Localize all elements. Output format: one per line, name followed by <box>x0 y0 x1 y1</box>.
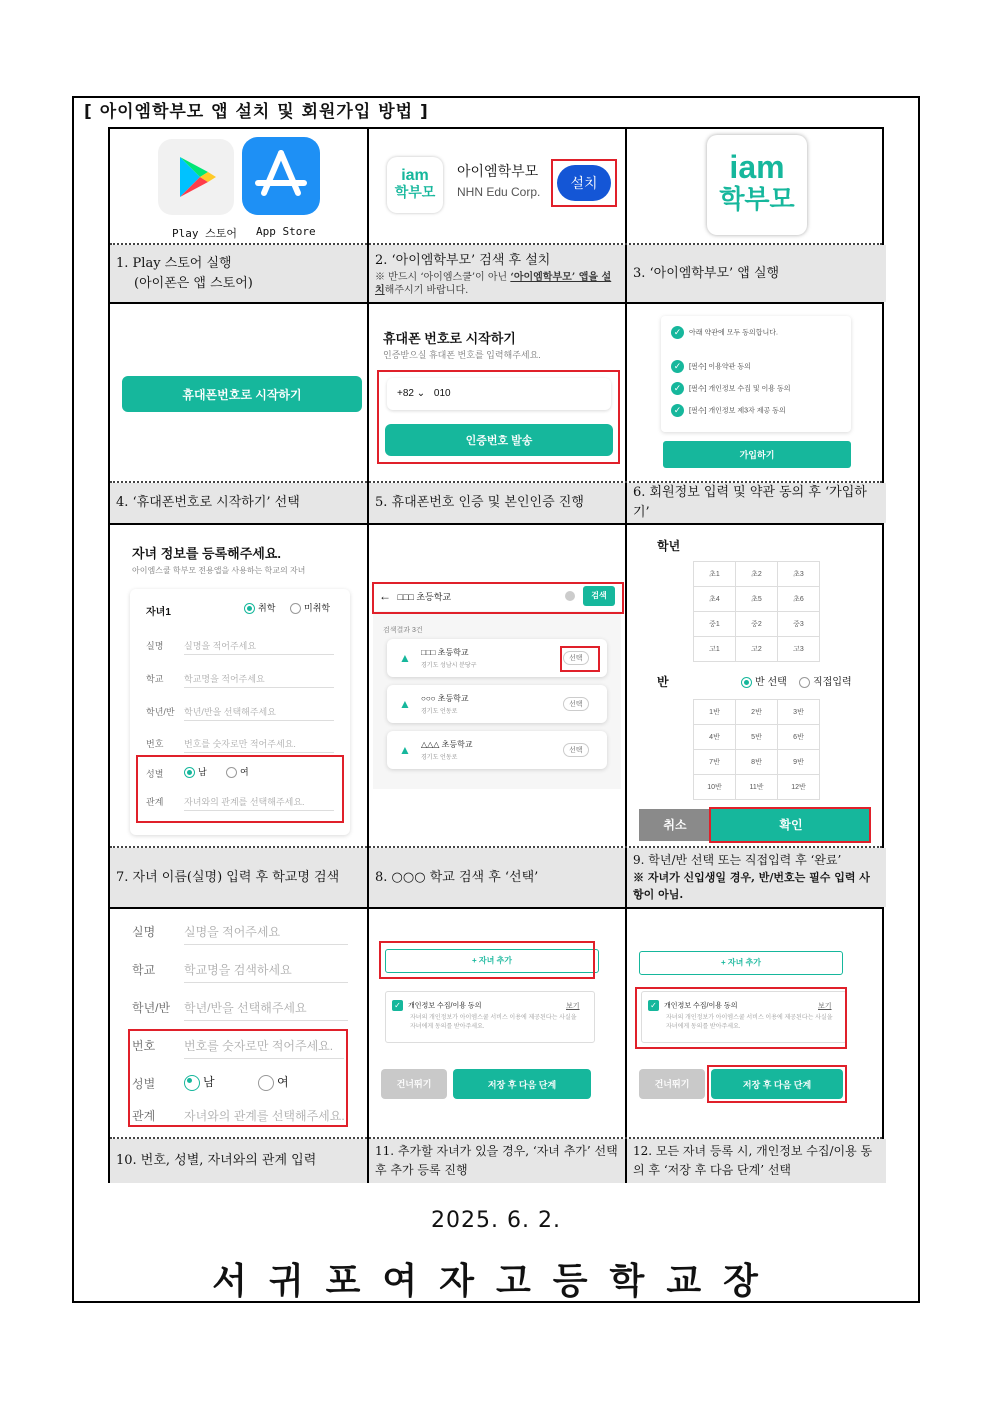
check-icon: ✓ <box>671 326 684 339</box>
steps-table <box>108 127 884 1183</box>
app-store-icon <box>242 137 320 215</box>
search-query[interactable]: □□□ 초등학교 <box>397 592 452 602</box>
save-next-button[interactable]: 저장 후 다음 단계 <box>453 1069 591 1099</box>
select-button[interactable]: 선택 <box>563 743 589 757</box>
step8-caption: 8. ○○○ 학교 검색 후 ‘선택’ <box>369 848 625 907</box>
document-title: [ 아이엠학부모 앱 설치 및 회원가입 방법 ] <box>84 102 429 122</box>
child-info-sub: 아이엠스쿨 학부모 전용앱을 사용하는 학교의 자녀 <box>132 566 306 575</box>
grade-option[interactable]: 초2 <box>736 562 778 587</box>
child-info-heading: 자녀 정보를 등록해주세요. <box>132 546 281 561</box>
relation-label: 관계 <box>132 1109 156 1123</box>
class-option[interactable]: 9반 <box>778 750 820 775</box>
select-highlight <box>560 646 600 672</box>
grade-grid <box>693 561 820 662</box>
play-store-icon <box>158 139 234 215</box>
step4-image <box>110 304 367 481</box>
phone-start-button[interactable]: 휴대폰번호로 시작하기 <box>122 376 362 412</box>
join-button[interactable]: 가입하기 <box>663 441 851 468</box>
confirm-highlight <box>709 807 871 843</box>
enrolled-radio[interactable]: 취학 <box>244 601 275 614</box>
grade-option[interactable]: 초6 <box>778 587 820 612</box>
document-date: 2025. 6. 2. <box>431 1208 561 1233</box>
female-radio[interactable]: 여 <box>258 1073 289 1091</box>
consent-highlight <box>635 987 847 1049</box>
step11-caption: 11. 추가할 자녀가 있을 경우, ‘자녀 추가’ 선택 후 추가 등록 진행 <box>369 1139 625 1183</box>
not-enrolled-radio[interactable]: 미취학 <box>290 601 330 614</box>
consent-text: 자녀의 개인정보가 아이엠스쿨 서비스 이용에 제공된다는 사실을 자녀에게 동의를 받아주세요. <box>410 1015 577 1030</box>
consent-box <box>385 991 595 1043</box>
name-input[interactable]: 실명을 적어주세요 <box>184 639 334 655</box>
phone-highlight <box>377 370 620 464</box>
install-highlight <box>551 159 617 207</box>
grade-option[interactable]: 고3 <box>778 637 820 662</box>
number-label: 번호 <box>146 739 164 749</box>
class-option[interactable]: 5반 <box>736 725 778 750</box>
school-input[interactable]: 학교명을 검색하세요 <box>184 961 348 983</box>
search-bar-highlight <box>372 582 624 614</box>
school-item[interactable]: ▲ △△△ 초등학교 경기도 언동로 선택 <box>387 731 607 769</box>
step9-caption: 9. 학년/반 선택 또는 직접입력 후 ‘완료’ ※ 자녀가 신입생일 경우, 반/번호는 필수 입력 사항이 아님. <box>627 848 886 907</box>
consent-view-link[interactable]: 보기 <box>566 1003 580 1010</box>
step12-image <box>627 909 886 1137</box>
signature: 서귀포여자고등학교장 <box>212 1261 780 1302</box>
step4-caption: 4. ‘휴대폰번호로 시작하기’ 선택 <box>110 483 367 523</box>
select-button[interactable]: 선택 <box>563 697 589 711</box>
name-label: 실명 <box>132 925 156 939</box>
app-name: 아이엠학부모 <box>457 163 539 179</box>
grade-option[interactable]: 중3 <box>778 612 820 637</box>
iam-app-logo-large: iam 학부모 <box>707 135 807 235</box>
class-option[interactable]: 8반 <box>736 750 778 775</box>
step5-image <box>369 304 625 481</box>
grade-option[interactable]: 중2 <box>736 612 778 637</box>
check-icon: ✓ <box>671 360 684 373</box>
step9-image <box>627 525 886 846</box>
number-input[interactable]: 번호를 숫자로만 적어주세요. <box>184 737 334 753</box>
phone-sub: 인증받으실 휴대폰 번호를 입력해주세요. <box>383 350 541 360</box>
skip-button[interactable]: 건너뛰기 <box>639 1069 705 1099</box>
check-icon: ✓ <box>671 404 684 417</box>
class-option[interactable]: 11반 <box>736 775 778 800</box>
term-item[interactable]: ✓ [필수] 이용약관 동의 <box>671 360 751 373</box>
gender-label: 성별 <box>132 1077 156 1091</box>
consent-view-link[interactable]: 보기 <box>818 1003 832 1010</box>
class-option[interactable]: 2반 <box>736 700 778 725</box>
name-school-highlight <box>136 755 344 823</box>
grade-option[interactable]: 초1 <box>694 562 736 587</box>
class-option[interactable]: 7반 <box>694 750 736 775</box>
relation-label: 관계 <box>146 797 164 807</box>
step11-image <box>369 909 625 1137</box>
grade-option[interactable]: 중1 <box>694 612 736 637</box>
step2-caption: 2. ‘아이엠학부모’ 검색 후 설치 ※ 반드시 ‘아이엠스쿨’이 아닌 ‘아이엠학부모’ 앱을 설치해주시기 바랍니다. <box>369 245 625 302</box>
step6-caption: 6. 회원정보 입력 및 약관 동의 후 ‘가입하기’ <box>627 483 886 523</box>
save-next-button[interactable]: 저장 후 다음 단계 <box>711 1069 843 1099</box>
country-code[interactable]: +82 ⌄ <box>397 388 426 399</box>
class-input[interactable]: 학년/반을 선택해주세요 <box>184 999 348 1021</box>
save-next-highlight <box>707 1065 847 1103</box>
iam-app-logo: iam 학부모 <box>387 157 443 213</box>
skip-button[interactable]: 건너뛰기 <box>381 1069 447 1099</box>
phone-value: 010 <box>433 388 451 399</box>
step7-image <box>110 525 367 846</box>
school-icon: ▲ <box>399 651 411 665</box>
step8-image <box>369 525 625 846</box>
class-grid <box>693 699 820 800</box>
class-label: 학년/반 <box>132 1001 171 1015</box>
term-item[interactable]: ✓ [필수] 개인정보 제3자 제공 동의 <box>671 404 786 417</box>
app-store-label: App Store <box>256 225 316 238</box>
school-label: 학교 <box>146 674 164 684</box>
relation-input[interactable]: 자녀와의 관계를 선택해주세요. <box>184 1107 346 1127</box>
relation-input[interactable]: 자녀와의 관계를 선택해주세요. <box>184 795 334 811</box>
step5-caption: 5. 휴대폰번호 인증 및 본인인증 진행 <box>369 483 625 523</box>
class-option[interactable]: 3반 <box>778 700 820 725</box>
grade-option[interactable]: 초3 <box>778 562 820 587</box>
grade-title: 학년 <box>657 539 681 553</box>
confirm-button[interactable]: 확인 <box>711 809 871 841</box>
school-item[interactable]: ▲ ○○○ 초등학교 경기도 언동로 선택 <box>387 685 607 723</box>
step1-caption: 1. Play 스토어 실행 (아이폰은 앱 스토어) <box>110 245 367 302</box>
details-highlight <box>128 1029 348 1127</box>
male-radio[interactable]: 남 <box>184 765 207 778</box>
name-input[interactable]: 실명을 적어주세요 <box>184 923 348 945</box>
school-item[interactable]: ▲ □□□ 초등학교 경기도 성남시 분당구 선택 <box>387 639 607 677</box>
class-select-radio[interactable]: 반 선택 <box>741 673 787 688</box>
step3-image <box>627 129 886 243</box>
consent-checkbox[interactable]: ✓ 개인정보 수집/이용 동의 <box>648 1000 737 1011</box>
app-company: NHN Edu Corp. <box>457 185 541 199</box>
gender-label: 성별 <box>146 769 164 779</box>
class-option[interactable]: 10반 <box>694 775 736 800</box>
term-item[interactable]: ✓ [필수] 개인정보 수집 및 이용 동의 <box>671 382 791 395</box>
school-label: 학교 <box>132 963 156 977</box>
terms-card <box>661 316 851 432</box>
class-option[interactable]: 1반 <box>694 700 736 725</box>
number-label: 번호 <box>132 1039 156 1053</box>
child-label: 자녀1 <box>146 607 171 618</box>
grade-option[interactable]: 초5 <box>736 587 778 612</box>
step2-image <box>369 129 625 243</box>
number-input[interactable]: 번호를 숫자로만 적어주세요. <box>184 1037 344 1059</box>
add-child-button[interactable]: + 자녀 추가 <box>639 951 843 975</box>
play-store-label: Play 스토어 <box>172 227 237 240</box>
school-icon: ▲ <box>399 697 411 711</box>
grade-option[interactable]: 고1 <box>694 637 736 662</box>
install-button[interactable]: 설치 <box>557 165 611 201</box>
consent-checkbox[interactable]: ✓ 개인정보 수집/이용 동의 <box>392 1000 481 1011</box>
add-child-highlight <box>379 941 595 979</box>
class-option[interactable]: 12반 <box>778 775 820 800</box>
step1-image <box>110 129 367 243</box>
grade-option[interactable]: 초4 <box>694 587 736 612</box>
school-input[interactable]: 학교명을 적어주세요 <box>184 672 334 688</box>
class-label: 학년/반 <box>146 707 175 717</box>
name-label: 실명 <box>146 641 164 651</box>
step12-caption: 12. 모든 자녀 등록 시, 개인정보 수집/이용 동의 후 ‘저장 후 다음 단계’ 선택 <box>627 1139 886 1183</box>
class-option[interactable]: 4반 <box>694 725 736 750</box>
direct-input-radio[interactable]: 직접입력 <box>799 673 852 688</box>
step3-caption: 3. ‘아이엠학부모’ 앱 실행 <box>627 245 886 302</box>
select-button[interactable]: 선택 <box>563 651 589 665</box>
check-icon: ✓ <box>671 382 684 395</box>
agree-all[interactable]: ✓ 아래 약관에 모두 동의합니다. <box>671 326 778 339</box>
search-button[interactable]: 검색 <box>583 586 615 606</box>
class-input[interactable]: 학년/반을 선택해주세요 <box>184 705 334 721</box>
cancel-button[interactable]: 취소 <box>639 809 711 841</box>
back-arrow-icon[interactable]: ← <box>379 589 391 603</box>
male-radio[interactable]: 남 <box>184 1073 215 1091</box>
step10-image <box>110 909 367 1137</box>
send-code-button[interactable]: 인증번호 발송 <box>385 424 613 456</box>
female-radio[interactable]: 여 <box>226 765 249 778</box>
result-count: 검색결과 3건 <box>383 627 423 634</box>
add-child-button[interactable]: + 자녀 추가 <box>385 949 599 973</box>
step7-caption: 7. 자녀 이름(실명) 입력 후 학교명 검색 <box>110 848 367 907</box>
phone-heading: 휴대폰 번호로 시작하기 <box>383 331 516 346</box>
step6-image <box>627 304 886 481</box>
school-icon: ▲ <box>399 743 411 757</box>
grade-option[interactable]: 고2 <box>736 637 778 662</box>
consent-text: 자녀의 개인정보가 아이엠스쿨 서비스 이용에 제공된다는 사실을 자녀에게 동의를 받아주세요. <box>666 1015 833 1030</box>
class-option[interactable]: 6반 <box>778 725 820 750</box>
class-title: 반 <box>657 675 669 689</box>
step10-caption: 10. 번호, 성별, 자녀와의 관계 입력 <box>110 1139 367 1183</box>
